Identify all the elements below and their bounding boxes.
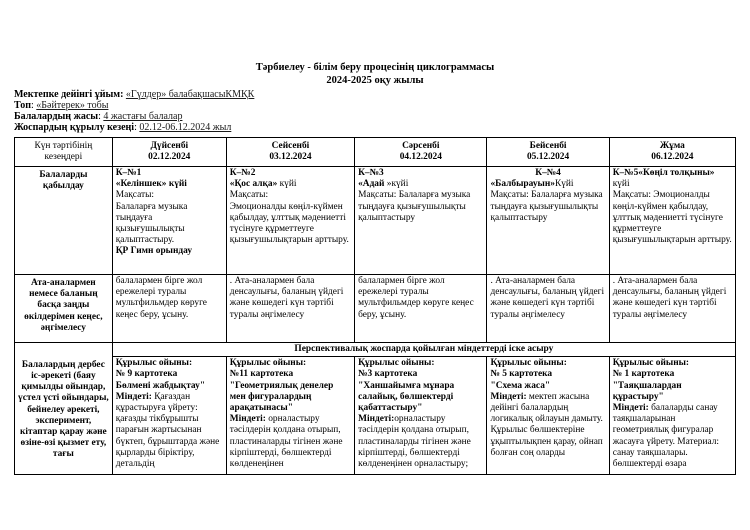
age-line: Балалардың жасы: 4 жастағы балалар (14, 111, 183, 122)
card-number: № 1 картотека (612, 369, 675, 380)
purpose-label: Мақсаты: (115, 190, 154, 201)
activity-row (15, 357, 736, 475)
day-date: 04.12.2024 (399, 152, 442, 162)
age-value: 4 жастағы балалар (103, 111, 183, 122)
row-label-reception: Балаларды қабылдау (15, 167, 113, 275)
period-label: Жоспардың құрылу кезеңі (14, 122, 135, 133)
purpose-text: Балаларға музыка тыңдауға қызығушылықты қалыптастыру. (115, 201, 188, 246)
group-value: «Бәйтерек» тобы (36, 100, 109, 111)
day-header (487, 138, 609, 167)
purpose-text: Эмоционалды көңіл-күймен қабылдау, ұлттық мәдениетті түсінуге құрметтеуге қызығушылықтарын арттыру. (612, 190, 732, 246)
game-name: "Таяқшалардан құрастыру" (612, 380, 682, 402)
day-date: 02.12.2024 (148, 152, 191, 162)
melody-suffix: күйі (277, 179, 297, 190)
activity-cell (355, 357, 487, 475)
card-number: №11 картотека (229, 369, 294, 380)
activity-cell (487, 357, 609, 475)
day-date: 06.12.2024 (651, 152, 694, 162)
day-name: Бейсенбі (529, 140, 567, 151)
reception-cell (112, 167, 226, 275)
melody-number: К–№4 (535, 168, 561, 178)
parents-cell: . Ата-аналармен бала денсаулығы, баланың үйдегі және көшедегі күн тәртібі туралы әңгімелесу (609, 275, 735, 343)
reception-cell (487, 167, 609, 275)
purpose-label: Мақсаты: (612, 190, 651, 201)
task-label: Міндеті: (358, 414, 395, 425)
reception-cell (609, 167, 735, 275)
task-text: балаларды санау таяқшаларынан геометриялық фигуралар жасауға үйрету. Материал: санау таяқшалары. бөлшектерді өзара (612, 403, 720, 470)
task-label: Міндеті: (229, 414, 266, 425)
day-name: Сейсенбі (271, 140, 310, 151)
melody-suffix: »күйі (384, 179, 409, 190)
activity-head: Құрылыс ойыны: (358, 358, 435, 369)
day-header (355, 138, 487, 167)
melody-suffix: күйі (612, 179, 630, 190)
activity-head: Құрылыс ойыны: (490, 358, 567, 369)
reception-cell (226, 167, 354, 275)
day-name: Сәрсенбі (402, 140, 440, 151)
parents-cell: . Ата-аналармен бала денсаулығы, баланың үйдегі және көшедегі күн тәртібі туралы әңгімелесу (487, 275, 609, 343)
purpose-text: Балаларға музыка тыңдауға қызығушылықты қалыптастыру (490, 190, 603, 223)
activity-cell (112, 357, 226, 475)
day-name: Дүйсенбі (150, 140, 189, 151)
melody-title: «Балбырауын» (490, 179, 555, 190)
game-name: "Геометриялық денелер мен фигуралардың арақатынасы" (229, 380, 334, 414)
activity-cell (609, 357, 735, 475)
period-value: 02.12-06.12.2024 жыл (139, 122, 232, 133)
day-header (226, 138, 354, 167)
melody-title: «Қос алқа» (229, 179, 278, 190)
reception-row (15, 167, 736, 275)
anthem-note: ҚР Гимн орындау (115, 246, 193, 257)
melody-suffix: Күйі (554, 179, 574, 190)
reception-cell (355, 167, 487, 275)
task-label: Міндеті: (612, 403, 649, 414)
day-header (609, 138, 735, 167)
task-text: Қағаздан құрастыруға үйрету: қағазды тікбұрышты парағын жартысынан бүктеп, бұрыштарда және қырларды біріктіру, детальдің (115, 391, 220, 470)
card-number: №3 картотека (358, 369, 418, 380)
task-label: Міндеті: (490, 391, 527, 402)
org-label: Мектепке дейінгі ұйым: (14, 89, 124, 100)
activity-head: Құрылыс ойыны: (115, 358, 193, 369)
purpose-label: Мақсаты: (490, 190, 529, 201)
header-row (15, 138, 736, 167)
document-title: Тәрбиелеу - білім беру процесінің циклограммасы (255, 62, 495, 73)
group-line: Топ: «Бәйтерек» тобы (14, 100, 109, 111)
melody-number: К–№1 (115, 168, 142, 178)
day-date: 03.12.2024 (269, 152, 312, 162)
group-label: Топ (14, 100, 31, 111)
day-name: Жұма (659, 140, 685, 151)
game-name: Бөлмені жабдықтау" (115, 380, 206, 391)
age-label: Балалардың жасы (14, 111, 99, 122)
parents-cell: балалармен бірге жол ережелері туралы мультфильмдер көруге кеңес беру, ұсыну. (355, 275, 487, 343)
melody-title: «Келіншек» күйі (115, 179, 187, 190)
card-number: № 5 картотека (490, 369, 553, 380)
cyclogram-table (14, 137, 736, 475)
org-line (14, 89, 254, 100)
melody-number: К–№3 (358, 168, 384, 178)
purpose-label: Мақсаты: (358, 190, 397, 201)
period-line: Жоспардың құрылу кезеңі: 02.12-06.12.2024 жыл (14, 122, 232, 133)
task-text: мектеп жасына дейінгі балалардың логикалық ойлауын дамыту. Құрылыс бөлшектеріне ұқыптылықпен қарау, ойнап болған соң оларды (490, 391, 603, 458)
melody-number: К–№2 (229, 168, 256, 178)
game-name: "Ханшайымға мұнара салайық, бөлшектерді қабаттастыру" (358, 380, 455, 414)
parents-cell: балалармен бірге жол ережелері туралы мультфильмдер көруге кеңес беру, ұсыну. (112, 275, 226, 343)
section-title: Перспективалық жоспарда қойылған міндеттерді іске асыру (112, 343, 735, 357)
activity-head: Құрылыс ойыны: (229, 358, 307, 369)
academic-year: 2024-2025 оқу жылы (326, 75, 424, 86)
purpose-text: Балаларға музыка тыңдауға қызығушылықты қалыптастыру (358, 190, 471, 223)
day-header (112, 138, 226, 167)
purpose-label: Мақсаты: (229, 190, 269, 201)
task-text: орналастыру тәсілдерін қолдана отырып, пластиналарды тігінен және кірпіштерді, бөлшектерді көлденеңінен орналастыру; (358, 414, 471, 470)
row-label-activity: Балалардың дербес іс-әрекеті (баяу қимылды ойындар, үстел үсті ойындары, бейнелеу әрекеті, эксперимент, кітаптар қарау және өзіне-өзі қызмет ету, тағы (15, 357, 113, 475)
game-name: "Схема жаса" (490, 380, 551, 391)
activity-head: Құрылыс ойыны: (612, 358, 690, 369)
task-text: орналастыру тәсілдерін қолдана отырып, пластиналарды тігінен және кірпіштерді, бөлшектерді көлденеңінен (229, 414, 343, 470)
card-number: № 9 картотека (115, 369, 178, 380)
melody-title: «Адай (358, 179, 385, 190)
day-date: 05.12.2024 (526, 152, 570, 162)
task-label: Міндеті: (115, 391, 152, 402)
parents-cell: . Ата-аналармен бала денсаулығы, баланың үйдегі және көшедегі күн тәртібі туралы әңгімелесу (226, 275, 354, 343)
purpose-text: Эмоционалды көңіл-күймен қабылдау, ұлттық мәдениетті түсінуге құрметтеуге қызығушылықтарын арттыру. (229, 201, 349, 246)
org-value: «Гүлдер» балабақшасыКМҚК (125, 89, 255, 100)
section-row (15, 343, 736, 357)
schedule-header: Күн тәртібінің кезеңдері (15, 138, 113, 167)
parents-row (15, 275, 736, 343)
melody-title: К–№5«Көңіл толқыны» (612, 168, 715, 178)
row-label-parents: Ата-аналармен немесе баланың басқа заңды өкілдерімен кеңес, әңгімелесу (15, 275, 113, 343)
activity-cell (226, 357, 354, 475)
